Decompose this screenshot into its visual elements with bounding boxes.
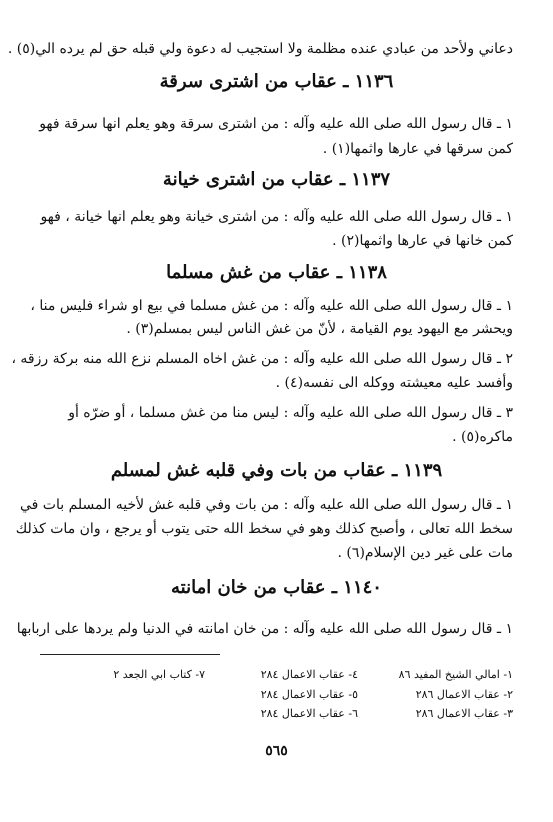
section-heading-1137: ١١٣٧ ـ عقاب من اشترى خيانة	[162, 169, 391, 190]
footnote: ٥- عقاب الاعمال ٢٨٤	[260, 688, 358, 701]
paragraph-line: ١ ـ قال رسول الله صلى الله عليه وآله : من بات وفي قلبه غش لأخيه المسلم بات في	[19, 497, 513, 513]
footnote: ١- امالي الشيخ المفيد ٨٦	[398, 668, 513, 681]
paragraph-line: ٣ ـ قال رسول الله صلى الله عليه وآله : ليس منا من غش مسلما ، أو ضرّه أو	[68, 405, 513, 421]
footnote: ٧- كتاب ابي الجعد ٢	[113, 668, 205, 681]
paragraph-line: ٢ ـ قال رسول الله صلى الله عليه وآله : من غش اخاه المسلم نزع الله منه بركة رزقه ،	[11, 351, 513, 367]
footnote: ٢- عقاب الاعمال ٢٨٦	[415, 688, 513, 701]
paragraph-line: ١ ـ قال رسول الله صلى الله عليه وآله : من خان امانته في الدنيا ولم يردها على اربابها	[16, 621, 513, 637]
paragraph-line: ويحشر مع اليهود يوم القيامة ، لأنّ من غش الناس ليس بمسلم(٣) .	[126, 321, 513, 337]
paragraph-line: ١ ـ قال رسول الله صلى الله عليه وآله : من اشترى خيانة وهو يعلم انها خيانة ، فهو	[40, 209, 513, 225]
paragraph-line: ١ ـ قال رسول الله صلى الله عليه وآله : من اشترى سرقة وهو يعلم انها سرقة فهو	[39, 116, 513, 132]
footnote: ٤- عقاب الاعمال ٢٨٤	[260, 668, 358, 681]
paragraph-line: مات على غير دين الإسلام(٦) .	[337, 545, 513, 561]
paragraph-line: كمن خانها في عارها واثمها(٢) .	[332, 233, 513, 249]
section-heading-1140: ١١٤٠ ـ عقاب من خان امانته	[171, 577, 382, 598]
paragraph-line: كمن سرقها في عارها واثمها(١) .	[322, 141, 513, 157]
footnote: ٣- عقاب الاعمال ٢٨٦	[415, 707, 513, 720]
section-heading-1136: ١١٣٦ ـ عقاب من اشترى سرقة	[159, 71, 394, 92]
intro-line: دعاني ولأحد من عبادي عنده مظلمة ولا استجيب له دعوة ولي قبله حق لم يرده الي(٥) .	[7, 41, 513, 57]
section-heading-1138: ١١٣٨ ـ عقاب من غش مسلما	[166, 262, 387, 283]
footnote-divider	[40, 654, 220, 655]
paragraph-line: وأفسد عليه معيشته ووكله الى نفسه(٤) .	[275, 375, 513, 391]
footnote: ٦- عقاب الاعمال ٢٨٤	[260, 707, 358, 720]
page-number: ٥٦٥	[265, 743, 288, 759]
paragraph-line: سخط الله تعالى ، وأصبح كذلك وهو في سخط الله حتى يتوب أو يرجع ، وان مات كذلك	[15, 521, 513, 537]
paragraph-line: ماكره(٥) .	[452, 429, 513, 445]
paragraph-line: ١ ـ قال رسول الله صلى الله عليه وآله : من غش مسلما في بيع او شراء فليس منا ،	[30, 298, 513, 314]
section-heading-1139: ١١٣٩ ـ عقاب من بات وفي قلبه غش لمسلم	[110, 460, 443, 481]
